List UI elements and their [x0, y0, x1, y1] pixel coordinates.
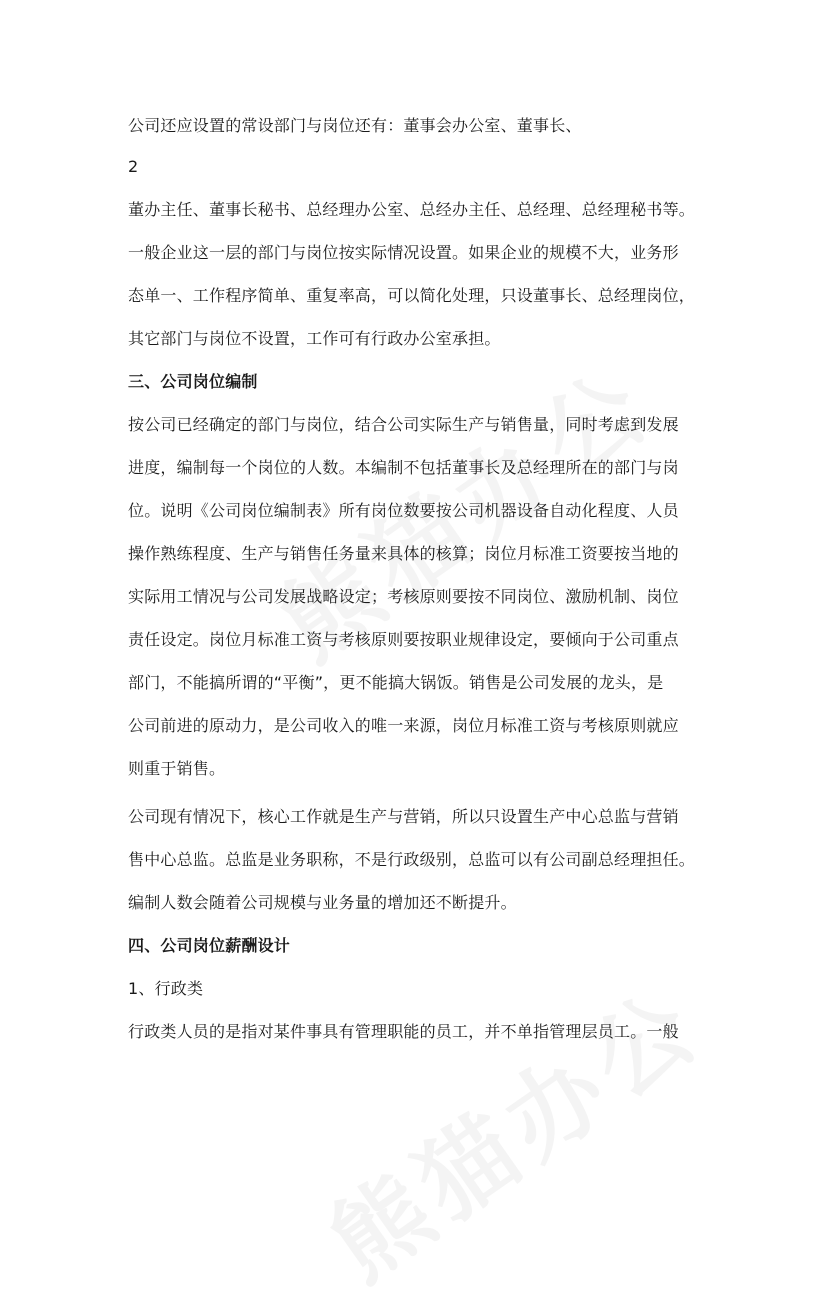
paragraph-line: 行政类人员的是指对某件事具有管理职能的员工，并不单指管理层员工。一般: [128, 1022, 679, 1041]
paragraph-line: 公司前进的原动力，是公司收入的唯一来源，岗位月标准工资与考核原则就应: [128, 716, 679, 735]
paragraph-line: 公司还应设置的常设部门与岗位还有：董事会办公室、董事长、: [128, 116, 582, 135]
paragraph-line: 其它部门与岗位不设置，工作可有行政办公室承担。: [128, 329, 501, 348]
paragraph-line: 编制人数会随着公司规模与业务量的增加还不断提升。: [128, 893, 517, 912]
paragraph-line: 董办主任、董事长秘书、总经理办公室、总经办主任、总经理、总经理秘书等。: [128, 200, 696, 219]
paragraph-line: 按公司已经确定的部门与岗位，结合公司实际生产与销售量，同时考虑到发展: [128, 415, 679, 434]
paragraph-line: 态单一、工作程序简单、重复率高，可以简化处理，只设董事长、总经理岗位，: [128, 286, 696, 305]
paragraph-line: 售中心总监。总监是业务职称，不是行政级别，总监可以有公司副总经理担任。: [128, 850, 696, 869]
section-heading: 四、公司岗位薪酬设计: [128, 936, 291, 955]
paragraph-line: 实际用工情况与公司发展战略设定；考核原则要按不同岗位、激励机制、岗位: [128, 587, 679, 606]
paragraph-line: 位。说明《公司岗位编制表》所有岗位数要按公司机器设备自动化程度、人员: [128, 501, 679, 520]
paragraph-line: 部门，不能搞所谓的“平衡”，更不能搞大锅饭。销售是公司发展的龙头，是: [128, 673, 664, 692]
paragraph-line: 责任设定。岗位月标准工资与考核原则要按职业规律设定，要倾向于公司重点: [128, 630, 679, 649]
paragraph-line: 一般企业这一层的部门与岗位按实际情况设置。如果企业的规模不大，业务形: [128, 243, 679, 262]
watermark: [299, 951, 725, 1306]
page-number: 2: [128, 157, 139, 176]
paragraph-line: 操作熟练程度、生产与销售任务量来具体的核算；岗位月标准工资要按当地的: [128, 544, 679, 563]
paragraph-line: 进度，编制每一个岗位的人数。本编制不包括董事长及总经理所在的部门与岗: [128, 458, 679, 477]
section-heading: 三、公司岗位编制: [128, 372, 258, 391]
paragraph-line: 公司现有情况下，核心工作就是生产与营销，所以只设置生产中心总监与营销: [128, 807, 679, 826]
subsection-heading: 1、行政类: [128, 979, 204, 998]
paragraph-line: 则重于销售。: [128, 759, 226, 778]
